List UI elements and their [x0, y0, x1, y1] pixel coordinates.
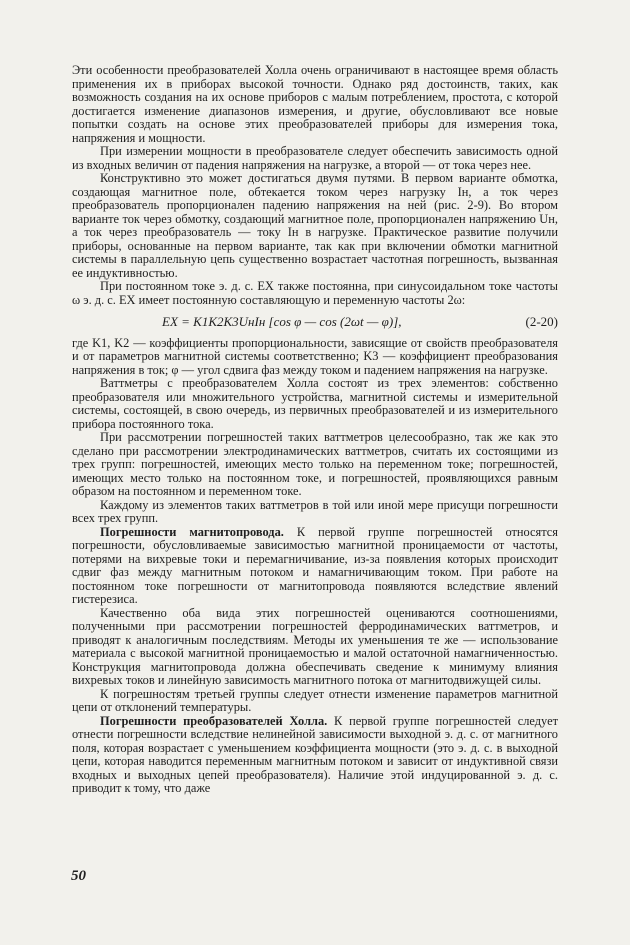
paragraph-11: К погрешностям третьей группы следует отнести изменение параметров магнитной цепи от отклонений температуры. — [72, 686, 558, 714]
paragraph-2: При измерении мощности в преобразователе следует обеспечить зависимость одной из входных величин от падения напряжения на нагрузке, а второй — от тока через нее. — [72, 144, 558, 172]
page-number: 50 — [71, 868, 86, 884]
paragraph-3: Конструктивно это может достигаться двумя путями. В первом варианте обмотка, создающая магнитное поле, обтекается током через нагрузку Iн, а ток через преобразователь пропорционален падению напряжения на ней (рис. 2-9). Во втором варианте ток через обмотку, создающий магнитное поле, пропорционален напряжению Uн, а ток через преобразователь — току Iн в нагрузке. Практическое развитие получили приборы, основанные на первом варианте, так как при включении обмотки магнитной системы в параллельную цепь существенно возрастает частотная погрешность, вызванная ее индуктивностью. — [72, 171, 558, 280]
paragraph-1: Эти особенности преобразователей Холла очень ограничивают в настоящее время область применения их в приборах высокой точности. Однако ряд достоинств, таких, как возможность создания на их основе приборов с малым потреблением, простота, с которой достигается изменение диапазонов измерения, и другие, обусловливают все новые попытки создать на основе этих преобразователей приборы для измерения тока, напряжения и мощности. — [72, 63, 558, 145]
body-text — [72, 64, 558, 796]
paragraph-12-text: К первой группе погрешностей следует отнести погрешности вследствие нелинейной зависимости выходной э. д. с. от магнитного поля, которая возрастает с уменьшением коэффициента мощности (это э. д. с. в выходной цепи, которая наводится переменным магнитным потоком и зависит от индуктивной связи входных и выходных цепей преобразователя). Наличие этой индуцированной э. д. с. приводит к тому, что даже — [72, 713, 558, 795]
section-heading-magnetic-core: Погрешности магнитопровода. — [100, 524, 284, 539]
paragraph-8: Каждому из элементов таких ваттметров в той или иной мере присущи погрешности всех трех групп. — [72, 497, 558, 525]
section-heading-hall-converters: Погрешности преобразователей Холла. — [100, 713, 328, 728]
formula-expression: EX = K1K2K3UнIн [cos φ — cos (2ωt — φ)], — [162, 314, 402, 329]
paragraph-5: где K1, K2 — коэффициенты пропорциональности, зависящие от свойств преобразователя и от параметров магнитной системы соответственно; K3 — коэффициент преобразования напряжения в ток; φ — угол сдвига фаз между током и падением напряжения на нагрузке. — [72, 335, 558, 377]
formula-number: (2-20) — [525, 314, 558, 329]
paragraph-10: Качественно оба вида этих погрешностей оцениваются соотношениями, полученными при рассмотрении погрешностей ферродинамических ваттметров, и приводят к аналогичным последствиям. Методы их уменьшения те же — использование материала с высокой магнитной проницаемостью и малой остаточной намагниченностью. Конструкция магнитопровода должна обеспечивать сведение к минимуму влияния вихревых токов и линейную зависимость магнитного потока от магнитодвижущей силы. — [72, 605, 558, 687]
paragraph-6: Ваттметры с преобразователем Холла состоят из трех элементов: собственно преобразователя или множительного устройства, магнитной системы и измерительной системы, состоящей, в свою очередь, из первичных преобразователей и из измерительного прибора постоянного тока. — [72, 376, 558, 431]
paragraph-12 — [72, 715, 558, 796]
paragraph-9 — [72, 526, 558, 607]
paragraph-4: При постоянном токе э. д. с. EX также постоянна, при синусоидальном токе частоты ω э. д. с. EX имеет постоянную составляющую и переменную частоты 2ω: — [72, 279, 558, 307]
formula-2-20 — [72, 315, 558, 329]
paragraph-7: При рассмотрении погрешностей таких ваттметров целесообразно, так же как это сделано при рассмотрении электродинамических ваттметров, считать их состоящими из трех групп: погрешностей, имеющих место только на переменном токе; погрешностей, имеющих место только на постоянном токе, и погрешностей, проявляющихся равным образом на постоянном и переменном токе. — [72, 430, 558, 498]
paragraph-9-text: К первой группе погрешностей относятся погрешности, обусловливаемые зависимостью магнитной проницаемости от частоты, потерями на вихревые токи и перемагничивание, из-за появления которых происходит сдвиг фаз между магнитным потоком и намагничивающим током. При работе на постоянном токе погрешности от магнитопровода появляются вследствие явлений гистерезиса. — [72, 524, 558, 606]
